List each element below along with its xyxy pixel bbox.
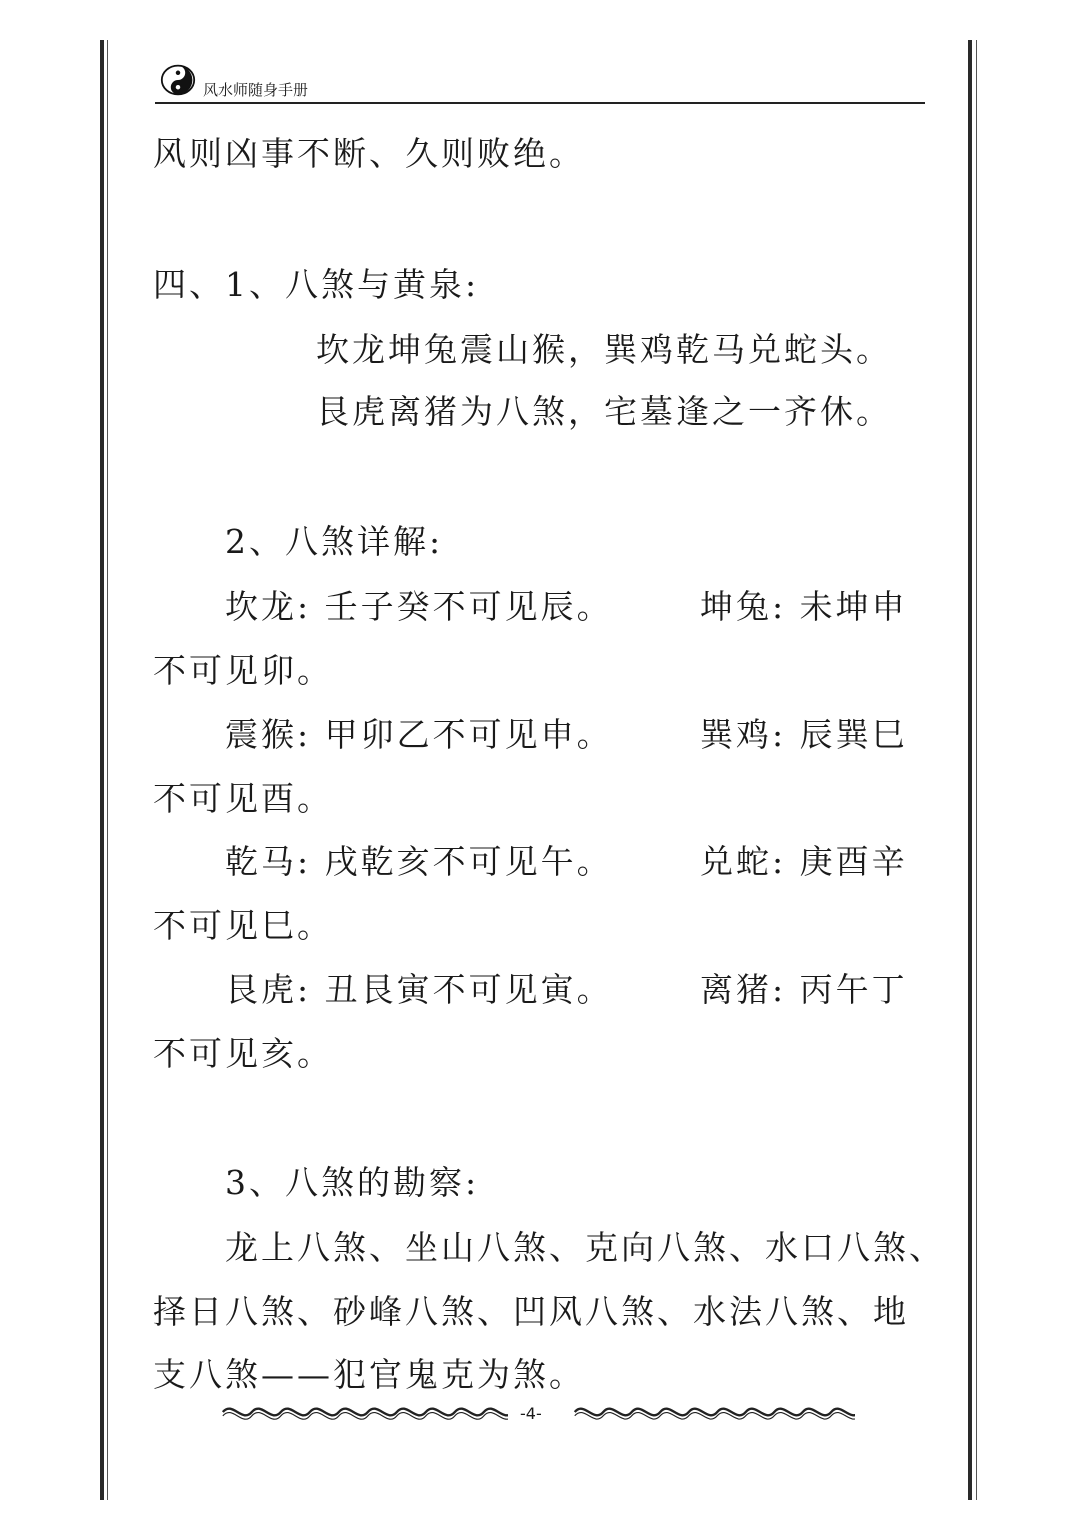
- detail-entry: 离猪: 丙午丁: [700, 970, 908, 1009]
- text-line: 龙上八煞、坐山八煞、克向八煞、水口八煞、: [225, 1228, 945, 1267]
- yin-yang-icon: [160, 62, 196, 98]
- text-line: 不可见巳。: [153, 906, 333, 945]
- wave-ornament-icon: [218, 1398, 508, 1426]
- detail-entry: 艮虎: 丑艮寅不可见寅。: [225, 970, 613, 1009]
- header-book-title: 风水师随身手册: [203, 81, 309, 99]
- text-line: 不可见亥。: [153, 1034, 333, 1073]
- text-line: 不可见卯。: [153, 651, 333, 690]
- detail-entry: 震猴: 甲卯乙不可见申。: [225, 715, 613, 754]
- text-line: 支八煞——犯官鬼克为煞。: [153, 1355, 585, 1394]
- text-line: 风则凶事不断、久则败绝。: [153, 134, 585, 173]
- detail-entry: 坤兔: 未坤申: [700, 587, 908, 626]
- poem-line: 坎龙坤兔震山猴，巽鸡乾马兑蛇头。: [316, 330, 892, 369]
- detail-entry: 兑蛇: 庚酉辛: [700, 842, 908, 881]
- detail-entry: 乾马: 戌乾亥不可见午。: [225, 842, 613, 881]
- subsection-heading: 3、八煞的勘察:: [225, 1163, 480, 1202]
- poem-line: 艮虎离猪为八煞，宅墓逢之一齐休。: [316, 392, 892, 431]
- page-border-right: [968, 40, 972, 1500]
- page-border-left-inner: [107, 40, 108, 1500]
- header-rule: [155, 102, 925, 104]
- page-border-right-inner: [976, 40, 977, 1500]
- section-heading: 四、1、八煞与黄泉:: [153, 265, 480, 304]
- text-line: 择日八煞、砂峰八煞、凹风八煞、水法八煞、地: [153, 1292, 909, 1331]
- detail-entry: 坎龙: 壬子癸不可见辰。: [225, 587, 613, 626]
- detail-entry: 巽鸡: 辰巽巳: [700, 715, 908, 754]
- text-line: 不可见酉。: [153, 779, 333, 818]
- subsection-heading: 2、八煞详解:: [225, 522, 444, 561]
- page-number: -4-: [520, 1404, 542, 1423]
- page-border-left: [100, 40, 104, 1500]
- wave-ornament-icon: [570, 1398, 855, 1426]
